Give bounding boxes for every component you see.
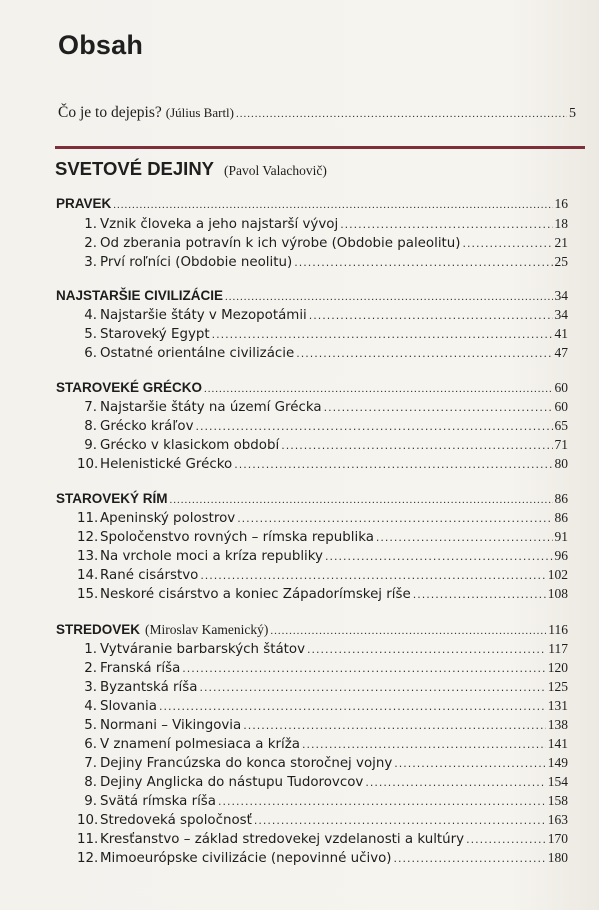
toc-entry-page: 120 (547, 660, 568, 675)
toc-intro-author: (Július Bartl) (165, 105, 234, 120)
toc-entry-number: 6. (84, 737, 97, 752)
toc-entry-number: 7. (84, 400, 97, 415)
toc-entry-row (77, 548, 568, 568)
toc-entry-title: Helenistické Grécko (100, 457, 233, 472)
toc-entry-number: 3. (84, 255, 97, 270)
toc-section-title: PRAVEK (56, 196, 112, 211)
toc-section-page: 34 (554, 288, 568, 303)
toc-entry-row (77, 660, 568, 680)
leader-dots (394, 758, 545, 769)
toc-entry-title: Apeninský polostrov (100, 511, 236, 526)
toc-entry-title: Najstaršie štáty v Mezopotámii (100, 308, 307, 323)
leader-dots (302, 739, 546, 750)
toc-entry-title: Staroveký Egypt (100, 327, 210, 342)
leader-dots (182, 663, 545, 674)
toc-section-title: NAJSTARŠIE CIVILIZÁCIE (56, 288, 224, 303)
leader-dots (113, 200, 552, 211)
toc-entry-page: 71 (554, 437, 568, 452)
toc-entry-page: 149 (547, 755, 568, 770)
leader-dots (243, 720, 546, 731)
leader-dots (307, 644, 546, 655)
toc-entry-page: 65 (554, 418, 568, 433)
toc-section-row (56, 288, 568, 308)
toc-entry-title: Spoločenstvo rovných – rímska republika (100, 530, 374, 545)
toc-entry-page: 86 (554, 510, 568, 525)
toc-entry-row (77, 216, 568, 236)
toc-entry-title: Franská ríša (100, 661, 181, 676)
toc-part-title: SVETOVÉ DEJINY (55, 158, 215, 179)
toc-entry-page: 47 (554, 345, 568, 360)
toc-entry-title: Stredoveká spoločnosť (100, 813, 252, 828)
toc-entry-row (77, 717, 568, 737)
toc-entry-page: 125 (547, 679, 568, 694)
toc-entry-page: 108 (547, 586, 568, 601)
toc-entry-number: 2. (84, 661, 97, 676)
toc-entry-row (77, 850, 568, 870)
toc-entry-page: 138 (547, 717, 568, 732)
toc-entry-row (77, 254, 568, 274)
toc-entry-row (77, 679, 568, 699)
toc-entry-title: Mimoeurópske civilizácie (nepovinné učivo) (100, 851, 392, 866)
toc-entry-number: 1. (84, 642, 97, 657)
toc-entry-number: 11. (77, 832, 99, 847)
toc-entry-row (77, 736, 568, 756)
leader-dots (212, 329, 553, 340)
toc-entry-title: Byzantská ríša (100, 680, 198, 695)
toc-entry-row (77, 641, 568, 661)
toc-entry-row (77, 437, 568, 457)
toc-section-title: STREDOVEK (56, 622, 141, 637)
toc-entry-title: Vznik človeka a jeho najstarší vývoj (100, 217, 339, 232)
toc-entry-number: 2. (84, 236, 97, 251)
toc-entry-page: 117 (548, 641, 568, 656)
toc-entry-title: Vytváranie barbarských štátov (100, 642, 306, 657)
toc-entry-number: 12. (77, 530, 99, 545)
toc-entry-row (77, 529, 568, 549)
toc-entry-row (77, 698, 568, 718)
toc-entry-title: Prví roľníci (Obdobie neolitu) (100, 255, 293, 270)
toc-entry-number: 7. (84, 756, 97, 771)
toc-entry-number: 9. (84, 438, 97, 453)
toc-entry-title: Neskoré cisárstvo a koniec Západorímskej ríše (100, 587, 411, 602)
leader-dots (159, 701, 546, 712)
toc-entry-number: 1. (84, 217, 97, 232)
toc-entry-title: Od zberania potravín k ich výrobe (Obdobie paleolitu) (100, 236, 461, 251)
toc-entry-title: Grécko kráľov (100, 419, 194, 434)
leader-dots (376, 532, 553, 543)
toc-section-row (56, 380, 568, 400)
toc-entry-title: Rané cisárstvo (100, 568, 199, 583)
toc-intro-page: 5 (569, 106, 576, 121)
toc-entry-page: 131 (547, 698, 568, 713)
toc-entry-number: 13. (77, 549, 99, 564)
toc-section-row (56, 622, 568, 642)
toc-entry-title: Dejiny Anglicka do nástupu Tudorovcov (100, 775, 364, 790)
leader-dots (254, 815, 546, 826)
toc-section-title: STAROVEKÉ GRÉCKO (56, 380, 203, 395)
toc-entry-row (77, 345, 568, 365)
toc-entry-number: 4. (84, 308, 97, 323)
toc-section-title: STAROVEKÝ RÍM (56, 491, 168, 506)
toc-entry-number: 5. (84, 718, 97, 733)
leader-dots (413, 589, 546, 600)
leader-dots (204, 384, 552, 395)
toc-entry-page: 25 (554, 254, 568, 269)
toc-entry-page: 91 (554, 529, 568, 544)
section-divider-rule (55, 146, 585, 149)
toc-entry-title: Najstaršie štáty na území Grécka (100, 400, 322, 415)
toc-entry-title: Grécko v klasickom období (100, 438, 280, 453)
toc-section-page: 116 (548, 622, 568, 637)
toc-entry-number: 3. (84, 680, 97, 695)
toc-entry-row (77, 586, 568, 606)
toc-entry-row (77, 307, 568, 327)
toc-entry-page: 158 (547, 793, 568, 808)
leader-dots (309, 310, 553, 321)
toc-intro-title: Čo je to dejepis? (58, 104, 162, 121)
toc-entry-number: 10. (77, 813, 99, 828)
toc-entry-row (77, 399, 568, 419)
toc-entry-row (77, 235, 568, 255)
toc-entry-number: 4. (84, 699, 97, 714)
toc-entry-title: Na vrchole moci a kríza republiky (100, 549, 323, 564)
toc-entry-page: 41 (554, 326, 568, 341)
page-title: Obsah (58, 30, 144, 60)
toc-entry-number: 8. (84, 419, 97, 434)
toc-entry-number: 10. (77, 457, 99, 472)
toc-entry-number: 11. (77, 511, 99, 526)
leader-dots (200, 570, 545, 581)
toc-entry-page: 170 (547, 831, 568, 846)
toc-part-heading (55, 158, 327, 180)
toc-part-author: (Pavol Valachovič) (224, 163, 327, 178)
leader-dots (466, 834, 546, 845)
toc-entry-page: 102 (547, 567, 568, 582)
toc-section-row (56, 196, 568, 216)
toc-entry-page: 163 (547, 812, 568, 827)
toc-entry-row (77, 567, 568, 587)
toc-entry-page: 21 (554, 235, 568, 250)
leader-dots (236, 109, 567, 120)
toc-entry-row (77, 755, 568, 775)
toc-section-page: 86 (554, 491, 568, 506)
toc-entry-number: 14. (77, 568, 99, 583)
toc-entry-page: 180 (547, 850, 568, 865)
leader-dots (199, 682, 545, 693)
toc-section-page: 60 (554, 380, 568, 395)
toc-entry-number: 9. (84, 794, 97, 809)
leader-dots (340, 219, 552, 230)
toc-entry-page: 34 (554, 307, 568, 322)
toc-entry-page: 96 (554, 548, 568, 563)
toc-entry-title: Slovania (100, 699, 157, 714)
leader-dots (170, 495, 553, 506)
leader-dots (237, 513, 552, 524)
toc-intro-row (58, 104, 576, 124)
toc-entry-number: 8. (84, 775, 97, 790)
leader-dots (281, 440, 552, 451)
leader-dots (296, 348, 552, 359)
toc-section-page: 16 (554, 196, 568, 211)
toc-entry-number: 5. (84, 327, 97, 342)
toc-entry-row (77, 456, 568, 476)
leader-dots (294, 257, 552, 268)
toc-entry-page: 80 (554, 456, 568, 471)
toc-entry-row (77, 510, 568, 530)
toc-entry-row (77, 326, 568, 346)
toc-entry-title: Ostatné orientálne civilizácie (100, 346, 295, 361)
toc-entry-row (77, 812, 568, 832)
leader-dots (196, 421, 553, 432)
leader-dots (365, 777, 545, 788)
toc-entry-page: 18 (554, 216, 568, 231)
toc-entry-row (77, 418, 568, 438)
toc-entry-page: 60 (554, 399, 568, 414)
leader-dots (325, 551, 553, 562)
toc-section-row (56, 491, 568, 511)
toc-entry-page: 154 (547, 774, 568, 789)
toc-entry-number: 15. (77, 587, 99, 602)
toc-entry-title: Normani – Vikingovia (100, 718, 242, 733)
leader-dots (270, 626, 546, 637)
leader-dots (463, 238, 553, 249)
leader-dots (394, 853, 546, 864)
toc-entry-row (77, 793, 568, 813)
leader-dots (225, 292, 552, 303)
toc-entry-title: Svätá rímska ríša (100, 794, 216, 809)
toc-entry-number: 12. (77, 851, 99, 866)
leader-dots (218, 796, 546, 807)
toc-entry-page: 141 (547, 736, 568, 751)
toc-entry-number: 6. (84, 346, 97, 361)
leader-dots (324, 402, 553, 413)
toc-entry-title: Dejiny Francúzska do konca storočnej vojny (100, 756, 393, 771)
leader-dots (234, 459, 552, 470)
toc-entry-row (77, 774, 568, 794)
toc-entry-row (77, 831, 568, 851)
toc-entry-title: V znamení polmesiaca a kríža (100, 737, 300, 752)
toc-section-author: (Miroslav Kamenický) (145, 622, 269, 637)
toc-entry-title: Kresťanstvo – základ stredovekej vzdelanosti a kultúry (100, 832, 465, 847)
